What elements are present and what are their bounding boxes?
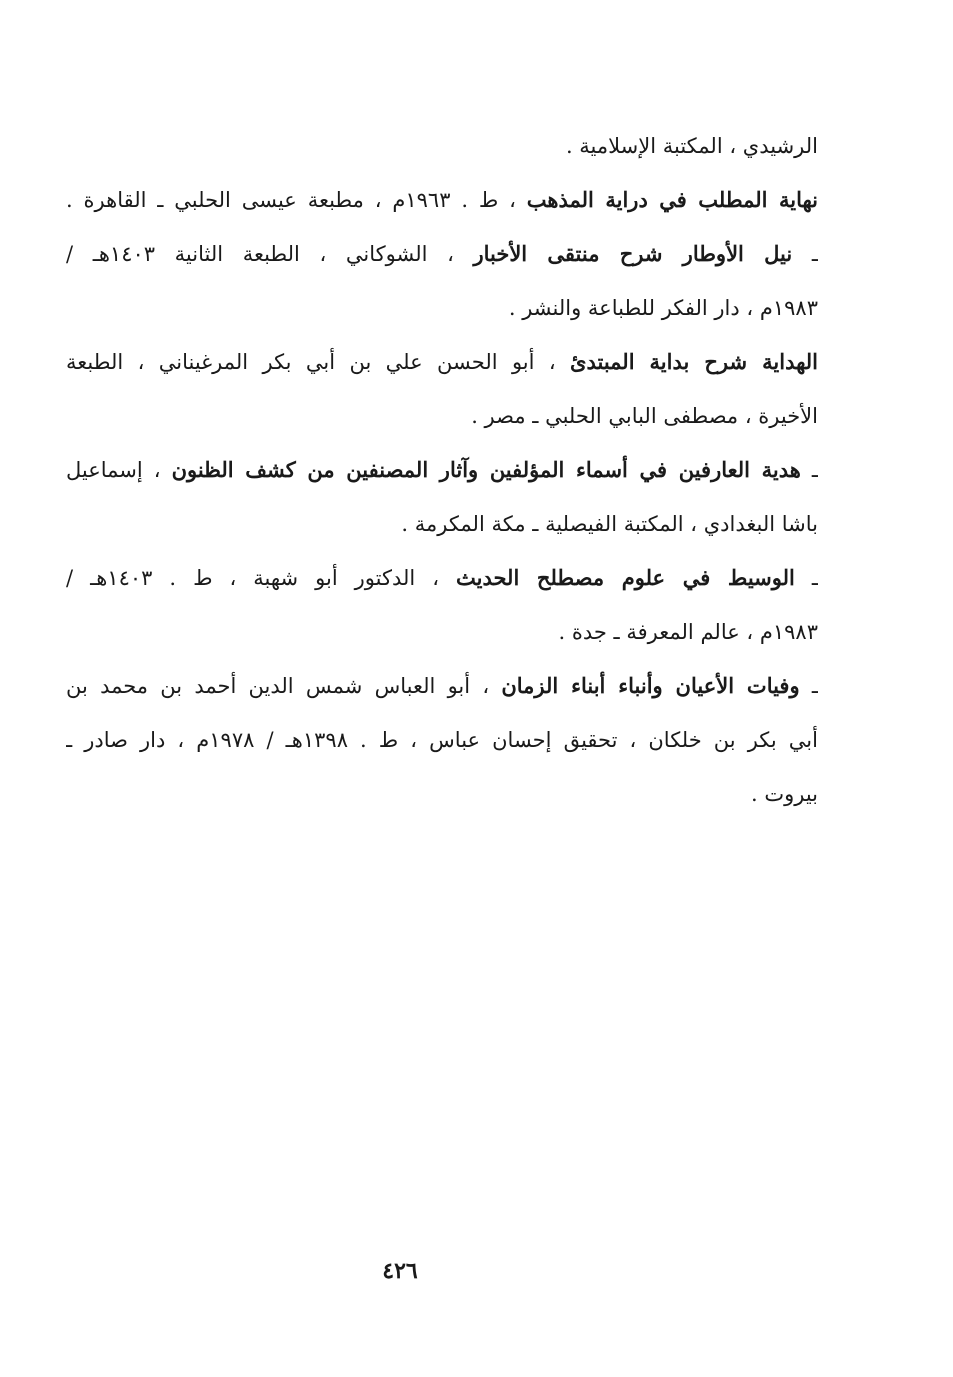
entry-text: باشا البغدادي ، المكتبة الفيصلية ـ مكة المكرمة . bbox=[401, 512, 818, 536]
entry-dash: ـ bbox=[794, 566, 818, 590]
entry-text: ، إسماعيل bbox=[66, 458, 172, 482]
bibliography-entry-line bbox=[66, 504, 818, 558]
bibliography-entry-line bbox=[66, 180, 818, 234]
entry-text: ، الشوكاني ، الطبعة الثانية ١٤٠٣هـ / bbox=[66, 242, 474, 266]
entry-dash: ـ bbox=[800, 458, 818, 482]
bibliography-entry-line bbox=[66, 342, 818, 396]
bibliography-entry-line bbox=[66, 720, 818, 774]
book-title: نهاية المطلب في دراية المذهب bbox=[526, 187, 818, 212]
book-title: الوسيط في علوم مصطلح الحديث bbox=[456, 565, 795, 590]
bibliography-entry-line bbox=[66, 288, 818, 342]
entry-text: ، الدكتور أبو شهبة ، ط . ١٤٠٣هـ / bbox=[66, 566, 457, 590]
bibliography-entry-line bbox=[66, 126, 818, 180]
book-title: هدية العارفين في أسماء المؤلفين وآثار المصنفين من كشف الظنون bbox=[171, 457, 801, 482]
book-title: الهداية شرح بداية المبتدئ bbox=[570, 349, 818, 374]
bibliography-list bbox=[66, 126, 818, 828]
entry-text: أبي بكر بن خلكان ، تحقيق إحسان عباس ، ط . ١٣٩٨هـ / ١٩٧٨م ، دار صادر ـ bbox=[66, 728, 818, 752]
book-title: نيل الأوطار شرح منتقى الأخبار bbox=[473, 241, 793, 266]
entry-text: ، أبو الحسن علي بن أبي بكر المرغيناني ، الطبعة bbox=[66, 350, 571, 374]
page-number: ٤٢٦ bbox=[382, 1258, 418, 1284]
bibliography-entry-line bbox=[66, 558, 818, 612]
entry-text: ، أبو العباس شمس الدين أحمد بن محمد بن bbox=[66, 674, 502, 698]
entry-dash: ـ bbox=[799, 674, 818, 698]
entry-text: الأخيرة ، مصطفى البابي الحلبي ـ مصر . bbox=[471, 404, 818, 428]
bibliography-entry-line bbox=[66, 666, 818, 720]
book-title: وفيات الأعيان وأنباء أبناء الزمان bbox=[501, 673, 800, 698]
entry-text: الرشيدي ، المكتبة الإسلامية . bbox=[565, 134, 818, 158]
entry-text: بيروت . bbox=[750, 782, 818, 806]
entry-text: ١٩٨٣م ، دار الفكر للطباعة والنشر . bbox=[508, 296, 818, 320]
entry-text: ١٩٨٣م ، عالم المعرفة ـ جدة . bbox=[558, 620, 818, 644]
entry-dash: ـ bbox=[792, 242, 818, 266]
bibliography-entry-line bbox=[66, 450, 818, 504]
bibliography-entry-line bbox=[66, 612, 818, 666]
bibliography-entry-line bbox=[66, 234, 818, 288]
entry-text: ، ط . ١٩٦٣م ، مطبعة عيسى الحلبي ـ القاهرة . bbox=[66, 188, 527, 212]
bibliography-entry-line bbox=[66, 396, 818, 450]
bibliography-entry-line bbox=[66, 774, 818, 828]
